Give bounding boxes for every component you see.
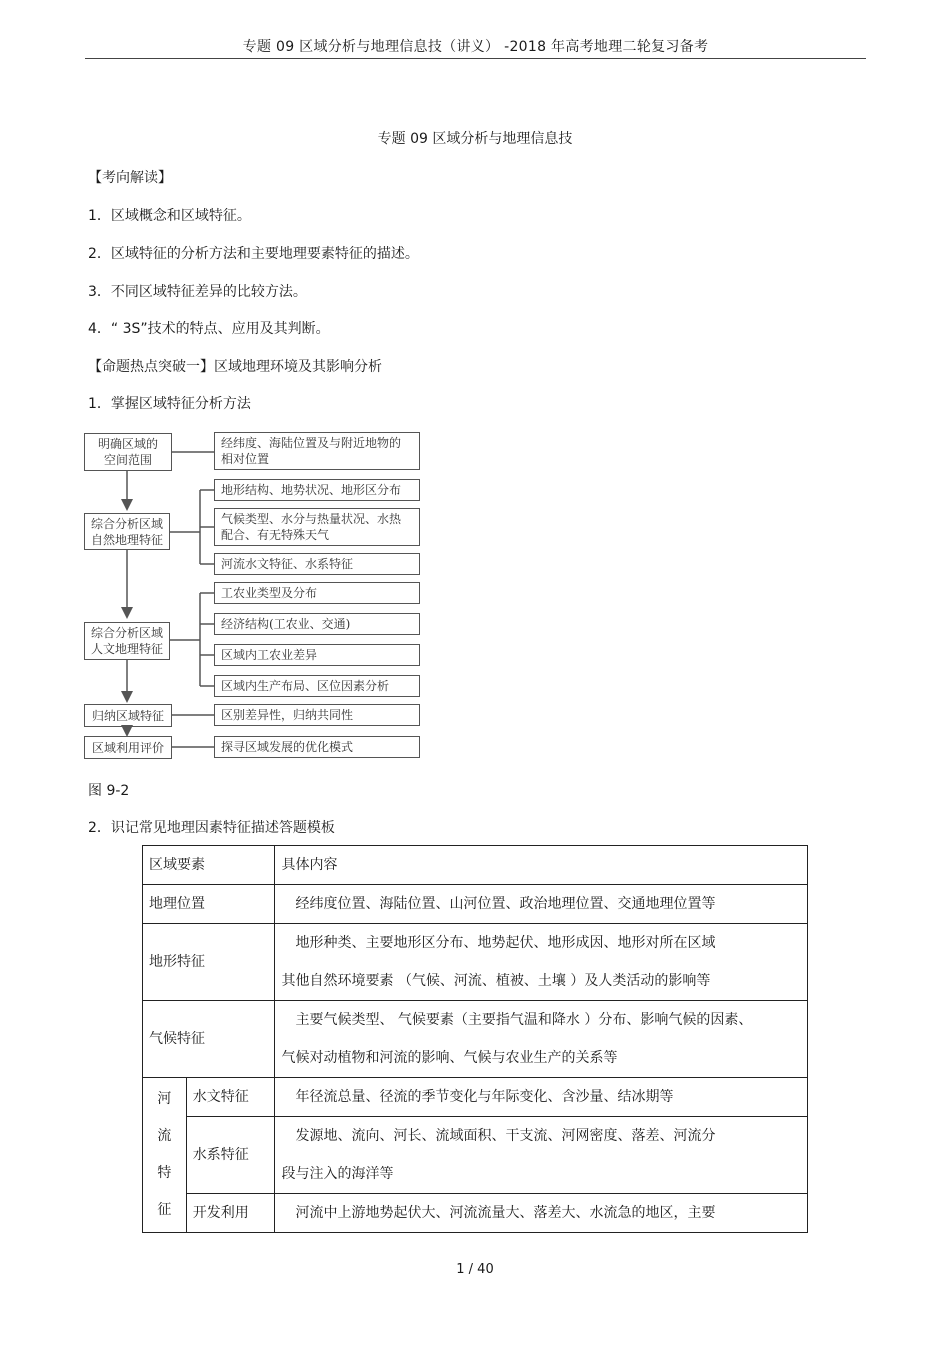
cell-text: 经纬度位置、海陆位置、山河位置、政治地理位置、交通地理位置等 [295,896,716,912]
table-cell [275,924,808,1001]
flow-step-define-region [84,433,172,471]
list-item: 1．区域概念和区域特征。 [88,208,251,224]
flow-text: 人文地理特征 [91,642,164,656]
hot-topic-heading: 【命题热点突破一】区域地理环境及其影响分析 [88,359,382,375]
cell-text: 河 [157,1091,172,1107]
cell-text: 气候对动植物和河流的影响、气候与农业生产的关系等 [281,1050,618,1066]
flow-text: 经济结构(工农业、交通) [221,617,351,631]
subheading-template: 2．识记常见地理因素特征描述答题模板 [88,820,335,836]
table-row [143,1078,808,1117]
flow-detail-development-mode [214,736,420,758]
template-table [142,845,808,1233]
cell-text: 发源地、流向、河长、流域面积、干支流、河网密度、落差、河流分 [295,1128,716,1144]
flow-text: 区别差异性，归纳共同性 [221,708,354,722]
table-cell [186,1117,275,1194]
figure-caption: 图 9-2 [88,783,130,799]
flow-text: 气候类型、水分与热量状况、水热 [221,512,402,526]
cell-text: 区域要素 [149,857,205,873]
flow-text: 自然地理特征 [91,532,164,547]
flow-step-human-features [84,622,170,660]
table-cell [275,885,808,924]
flow-step-natural-features [84,513,170,550]
flow-text: 空间范围 [103,453,152,467]
flow-text: 明确区域的 [97,437,158,451]
flow-text: 配合、有无特殊天气 [221,528,330,542]
cell-text: 具体内容 [281,857,338,873]
table-cell [186,1194,275,1233]
cell-text: 地形特征 [149,954,205,970]
cell-text: 水文特征 [192,1089,249,1105]
list-item: 3．不同区域特征差异的比较方法。 [88,284,307,300]
cell-text: 地形种类、主要地形区分布、地势起伏、地形成因、地形对所在区域 [295,935,716,951]
table-cell [143,885,275,924]
table-cell [275,1078,808,1117]
cell-text: 流 [157,1128,172,1144]
cell-text: 其他自然环境要素 （气候、河流、植被、土壤 ）及人类活动的影响等 [281,973,711,989]
flow-detail-industry-types [214,582,420,604]
flow-text: 经纬度、海陆位置及与附近地物的 [221,436,402,450]
table-cell [275,1117,808,1194]
table-cell [143,924,275,1001]
subheading-method: 1．掌握区域特征分析方法 [88,396,251,412]
flow-text: 探寻区域发展的优化模式 [221,740,354,754]
flow-detail-industry-difference [214,644,420,666]
flow-text: 综合分析区域 [91,516,164,531]
page-number: 1 / 40 [456,1262,494,1277]
table-header-cell [275,846,808,885]
list-item: 2．区域特征的分析方法和主要地理要素特征的描述。 [88,246,419,262]
table-cell [275,1001,808,1078]
table-cell [143,1001,275,1078]
flow-step-summarize [84,704,172,727]
cell-text: 开发利用 [192,1205,249,1221]
flow-detail-production-layout [214,675,420,697]
table-cell [186,1078,275,1117]
flow-detail-terrain [214,479,420,501]
table-header-cell [143,846,275,885]
table-row [143,846,808,885]
cell-text: 段与注入的海洋等 [281,1166,394,1182]
document-title: 专题 09 区域分析与地理信息技 [377,131,573,147]
flow-step-evaluate [84,736,172,759]
cell-text: 河流中上游地势起伏大、河流流量大、落差大、水流急的地区，主要 [295,1205,716,1221]
flow-text: 归纳区域特征 [91,708,164,723]
flow-text: 地形结构、地势状况、地形区分布 [221,483,402,497]
table-row [143,885,808,924]
cell-text: 特 [157,1165,172,1181]
flow-text: 相对位置 [221,452,270,466]
cell-text: 主要气候类型、 气候要素（主要指气温和降水 ）分布、影响气候的因素、 [295,1012,753,1028]
flow-text: 河流水文特征、水系特征 [221,557,354,571]
flow-text: 区域内工农业差异 [221,648,318,662]
flow-text: 区域利用评价 [91,740,164,755]
cell-text: 水系特征 [192,1147,249,1163]
table-row [143,1194,808,1233]
flow-text: 综合分析区域 [91,626,164,640]
cell-text: 气候特征 [149,1031,205,1047]
flow-detail-difference-commonality [214,704,420,726]
cell-text: 年径流总量、径流的季节变化与年际变化、含沙量、结冰期等 [295,1089,674,1105]
table-row [143,1117,808,1194]
table-cell-river-label [143,1078,187,1233]
flow-detail-river [214,553,420,575]
flow-text: 区域内生产布局、区位因素分析 [221,679,390,693]
flow-detail-location [214,432,420,470]
flow-detail-climate [214,508,420,546]
list-item: 4．“ 3S”技术的特点、应用及其判断。 [88,321,330,337]
cell-text: 征 [157,1202,172,1218]
cell-text: 地理位置 [149,896,205,912]
table-row [143,924,808,1001]
running-header: 专题 09 区域分析与地理信息技（讲义） -2018 年高考地理二轮复习备考 [242,39,709,55]
flow-detail-economic-structure [214,613,420,635]
table-cell [275,1194,808,1233]
table-row [143,1001,808,1078]
flow-text: 工农业类型及分布 [221,586,318,600]
section-label: 【考向解读】 [88,170,172,186]
